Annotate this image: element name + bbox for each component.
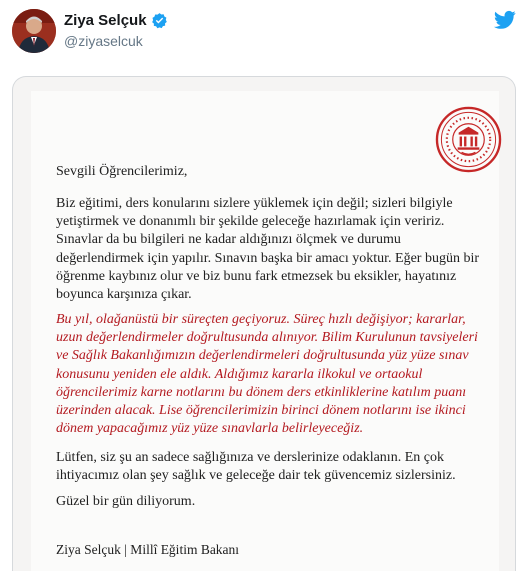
letter-paragraph-2-emphasis: Bu yıl, olağanüstü bir süreçten geçiyoruz. Süreç hızlı değişiyor; kararlar, uzun değerlendirmeler doğrultusunda alınıyor. Bilim Kurulunun tavsiyeleri ve Sağlık Bakanlığımızın değerlendirmeleri doğrultusunda yüz yüze sınav konusunu yeniden ele aldık. Aldığımız kararla ilkokul ve ortaokul öğrencilerimiz karne notlarını bu dönem ders etkinliklerine katılım puanı üzerinden alacak. Lise öğrencilerimizin birinci dönem notlarını ise ikinci dönem yapacağımız yüz yüze sınavlarla belirleyeceğiz. (56, 312, 478, 437)
author-name-text: Ziya Selçuk (64, 12, 147, 29)
letter-paragraph-1: Biz eğitimi, ders konularını sizlere yüklemek için değil; sizleri bilgiyle yetiştirmek ve donanımlı bir şekilde geleceğe hazırlamak için veririz. Sınavlar da bu bilgileri ne kadar aldığınızı ölçmek ve durumu değerlendirmek için yapılır. Sınavın başka bir amacı yoktur. Eğer bugün bir öğrenme kaybınız olur ve biz bunu fark etmezsek bu eksikler, hayatınız boyunca karşınıza çıkar. (56, 196, 480, 303)
letter-signature: Ziya Selçuk | Millî Eğitim Bakanı (56, 542, 240, 557)
letter-paragraph-3: Lütfen, siz şu an sadece sağlığınıza ve derslerinize odaklanın. En çok ihtiyacımız olan şey sağlık ve geleceğe dair tek güvencemiz sizlersiniz. (56, 450, 456, 484)
tweet-header (0, 0, 528, 70)
letter-greeting: Sevgili Öğrencilerimiz, (56, 164, 188, 179)
avatar[interactable] (12, 9, 56, 53)
letter-image (31, 91, 499, 571)
verified-badge-icon (151, 12, 168, 29)
twitter-bird-icon[interactable] (494, 10, 516, 30)
tweet-media[interactable] (12, 76, 516, 571)
author-name[interactable] (64, 12, 168, 29)
letter-closing: Güzel bir gün diliyorum. (56, 494, 196, 509)
avatar-image (12, 9, 56, 53)
author-handle[interactable]: @ziyaselcuk (64, 33, 143, 49)
